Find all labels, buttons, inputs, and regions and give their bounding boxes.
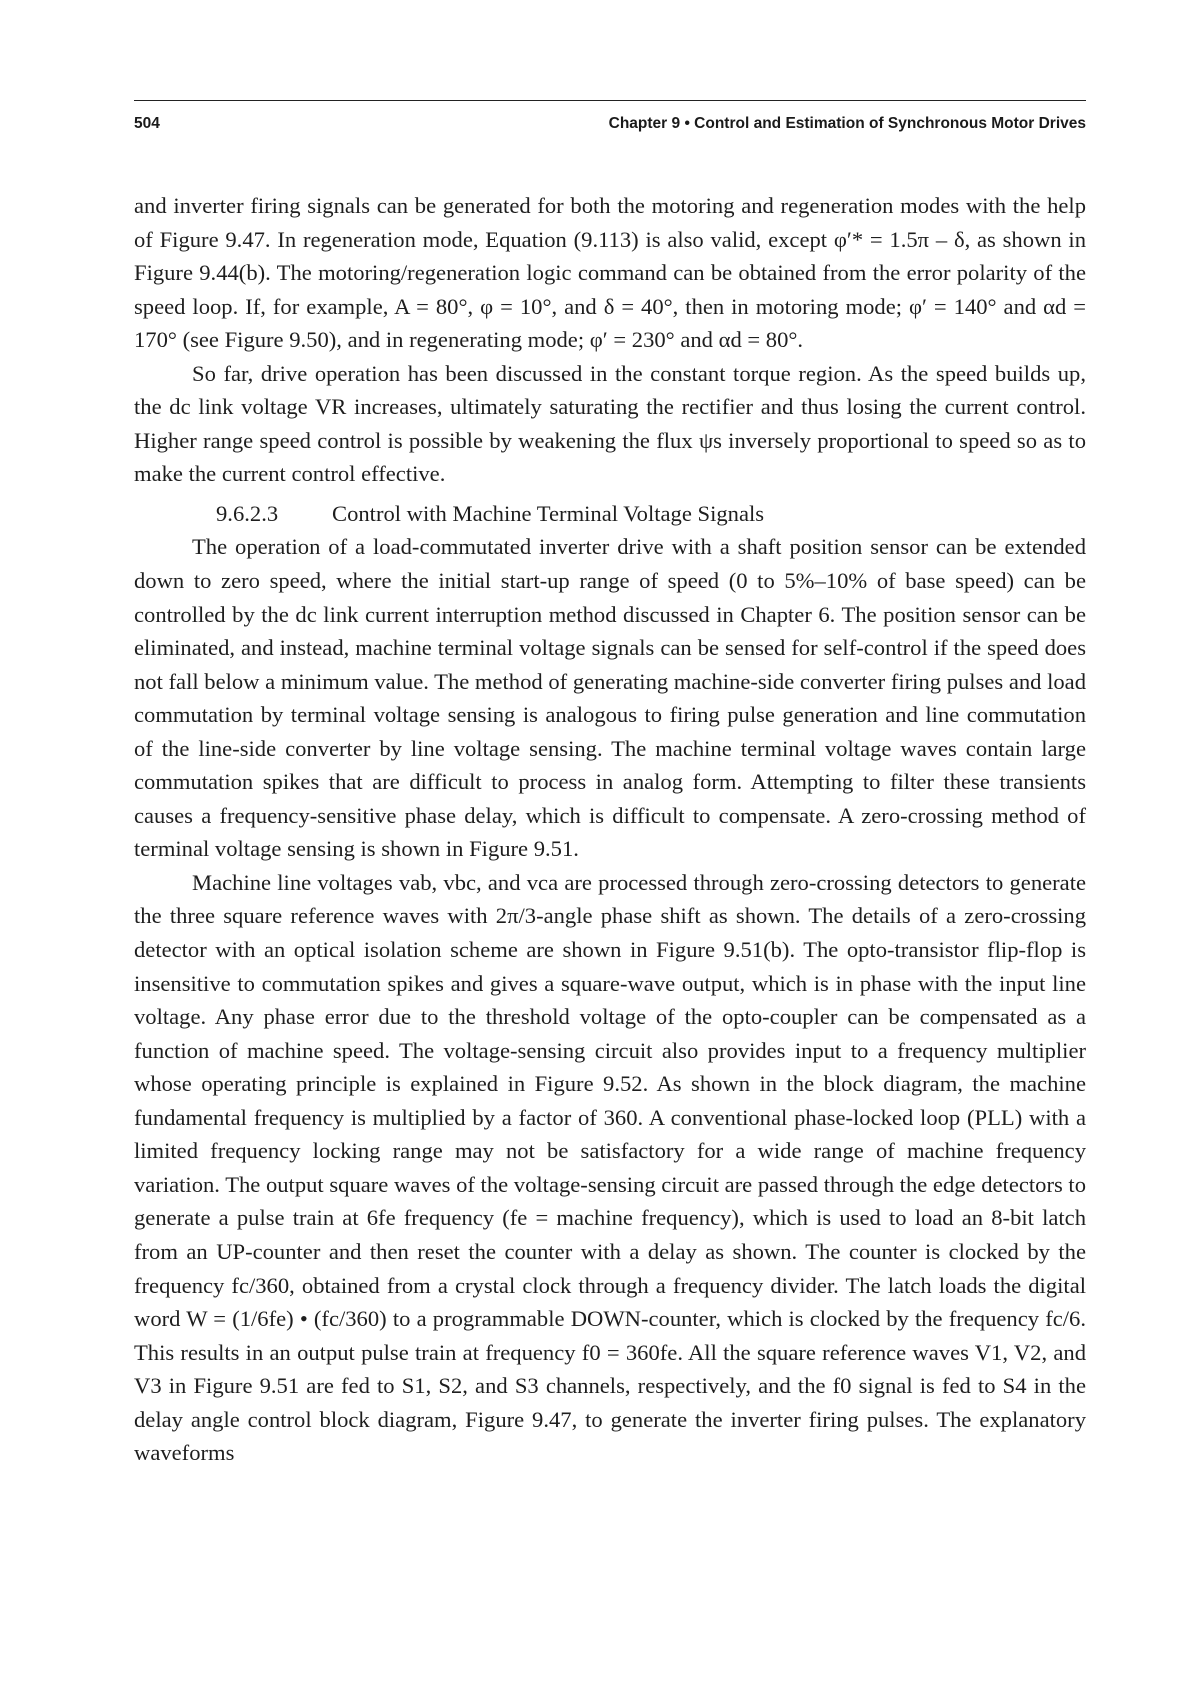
section-title: Control with Machine Terminal Voltage Signals xyxy=(332,500,765,526)
paragraph-3: The operation of a load-commutated inverter drive with a shaft position sensor can be extended down to zero speed, where the initial start-up range of speed (0 to 5%–10% of base speed) can be controlled by the dc link current interruption method discussed in Chapter 6. The position sensor can be eliminated, and instead, machine terminal voltage signals can be sensed for self-control if the speed does not fall below a minimum value. The method of generating machine-side converter firing pulses and load commutation by terminal voltage sensing is analogous to firing pulse generation and line commutation of the line-side converter by line voltage sensing. The machine terminal voltage waves contain large commutation spikes that are difficult to process in analog form. Attempting to filter these transients causes a frequency-sensitive phase delay, which is difficult to compensate. A zero-crossing method of terminal voltage sensing is shown in Figure 9.51. xyxy=(134,534,1087,862)
paragraph-1: and inverter firing signals can be generated for both the motoring and regeneration modes with the help of Figure 9.47. In regeneration mode, Equation (9.113) is also valid, except φ′* = 1.5π – δ, as shown in Figure 9.44(b). The motoring/regeneration logic command can be obtained from the error polarity of the speed loop. If, for example, A = 80°, φ = 10°, and δ = 40°, then in motoring mode; φ′ = 140° and αd = 170° (see Figure 9.50), and in regenerating mode; φ′ = 230° and αd = 80°. xyxy=(134,193,1086,353)
body-text xyxy=(134,189,1086,1470)
paragraph-4: Machine line voltages vab, vbc, and vca are processed through zero-crossing detectors to generate the three square reference waves with 2π/3-angle phase shift as shown. The details of a zero-crossing detector with an optical isolation scheme are shown in Figure 9.51(b). The opto-transistor flip-flop is insensitive to commutation spikes and gives a square-wave output, which is in phase with the input line voltage. Any phase error due to the threshold voltage of the opto-coupler can be compensated as a function of machine speed. The voltage-sensing circuit also provides input to a frequency multiplier whose operating principle is explained in Figure 9.52. As shown in the block diagram, the machine fundamental frequency is multiplied by a factor of 360. A conventional phase-locked loop (PLL) with a limited frequency locking range may not be satisfactory for a wide range of machine frequency variation. The output square waves of the voltage-sensing circuit are passed through the edge detectors to generate a pulse train at 6fe frequency (fe = machine frequency), which is used to load an 8-bit latch from an UP-counter and then reset the counter with a delay as shown. The counter is clocked by the frequency fc/360, obtained from a crystal clock through a frequency divider. The latch loads the digital word W = (1/6fe) • (fc/360) to a programmable DOWN-counter, which is clocked by the frequency fc/6. This results in an output pulse train at frequency f0 = 360fe. All the square reference waves V1, V2, and V3 in Figure 9.51 are fed to S1, S2, and S3 channels, respectively, and the f0 signal is fed to S4 in the delay angle control block diagram, Figure 9.47, to generate the inverter firing pulses. The explanatory waveforms xyxy=(134,869,1086,1466)
paragraph-2: So far, drive operation has been discussed in the constant torque region. As the speed builds up, the dc link voltage VR increases, ultimately saturating the rectifier and thus losing the current control. Higher range speed control is possible by weakening the flux ψs inversely proportional to speed so as to make the current control effective. xyxy=(134,360,1086,487)
running-header xyxy=(134,100,1086,132)
section-heading xyxy=(134,497,1086,531)
chapter-title: Chapter 9 • Control and Estimation of Synchronous Motor Drives xyxy=(608,115,1086,132)
section-number: 9.6.2.3 xyxy=(216,500,279,526)
page-number: 504 xyxy=(134,115,160,132)
